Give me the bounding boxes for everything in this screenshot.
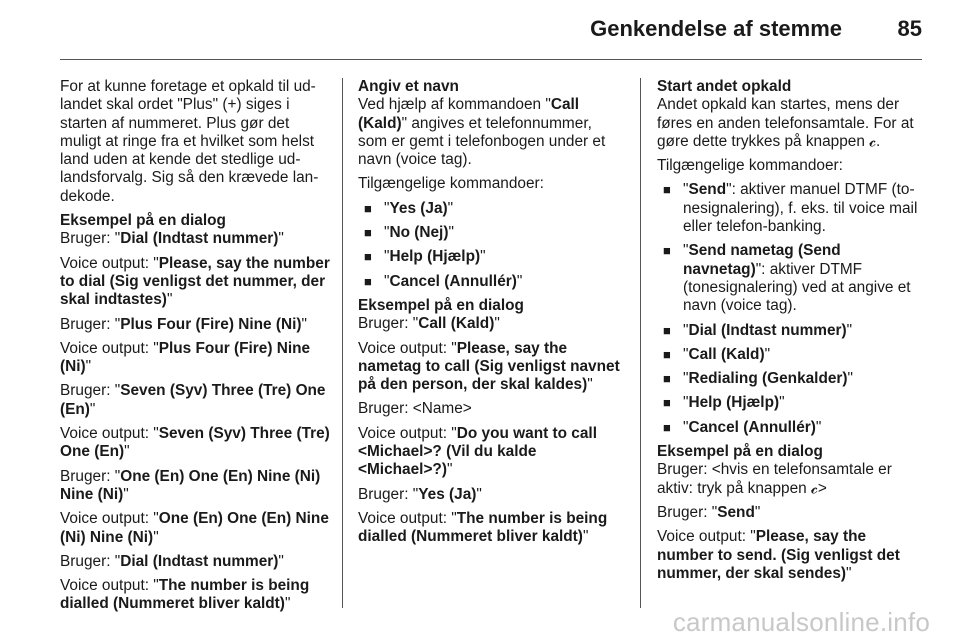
dialog-line: Voice output: "Please, say the number to send. (Sig venligst det nummer, der skal sendes)" — [657, 528, 900, 582]
dialog-heading: Eksempel på en dialog — [60, 212, 226, 230]
dialog-lines — [657, 461, 925, 583]
dialog-line: Voice output: "One (En) One (En) Nine (Ni) Nine (Ni)" — [60, 510, 329, 546]
watermark-footer[interactable]: carmanualsonline.info — [672, 607, 930, 637]
commands-label: Tilgængelige kommandoer: — [657, 157, 843, 175]
phone-button-icon: 𝓬 — [811, 479, 818, 497]
command-item: ■ "No (Nej)" — [358, 224, 624, 242]
dialog-line: Bruger: <hvis en telefonsamtale er aktiv: tryk på knappen 𝓬> — [657, 461, 892, 497]
dialog-line: Bruger: "Send" — [657, 503, 761, 521]
command-item: ■ "Yes (Ja)" — [358, 200, 624, 218]
phone-button-icon: 𝓬 — [869, 132, 876, 150]
dialog-line: Bruger: "Dial (Indtast nummer)" — [60, 230, 284, 248]
dialog-line: Bruger: "Seven (Syv) Three (Tre) One (En)" — [60, 382, 326, 418]
dialog-line: Voice output: "Please, say the nametag to call (Sig venligst navnet på den person, der skal kaldes)" — [358, 339, 620, 394]
page-number: 85 — [897, 16, 922, 41]
command-item: ■ "Help (Hjælp)" — [358, 248, 624, 266]
dialog-lines — [60, 230, 330, 613]
section-description: Ved hjælp af kommandoen "Call (Kald)" angives et telefonnummer, som er gemt i telefonbogen under et navn (voice tag). — [358, 96, 606, 169]
dialog-line: Bruger: "Yes (Ja)" — [358, 485, 482, 503]
command-list — [657, 181, 925, 437]
commands-label: Tilgængelige kommandoer: — [358, 175, 544, 193]
column-2 — [358, 78, 624, 553]
dialog-line: Voice output: "Please, say the number to dial (Sig venligst det nummer, der skal indtastes)" — [60, 254, 330, 309]
section-description: Andet opkald kan startes, mens der føres en anden telefonsamtale. For at gøre dette trykkes på knappen 𝓬. — [657, 96, 914, 150]
dialog-heading: Eksempel på en dialog — [657, 443, 823, 461]
dialog-line: Bruger: "Plus Four (Fire) Nine (Ni)" — [60, 315, 307, 333]
dialog-lines — [358, 315, 624, 546]
dialog-line: Voice output: "Plus Four (Fire) Nine (Ni)" — [60, 339, 311, 376]
dialog-heading: Eksempel på en dialog — [358, 296, 524, 314]
dialog-line: Voice output: "Do you want to call <Michael>? (Vil du kalde <Michael>?)" — [358, 424, 597, 479]
command-item: ■ "Redialing (Genkalder)" — [657, 370, 925, 388]
dialog-line: Voice output: "The number is being dialled (Nummeret bliver kaldt)" — [60, 577, 310, 613]
command-item: ■ "Dial (Indtast nummer)" — [657, 322, 925, 340]
page-header — [0, 0, 960, 62]
command-item: ■ "Cancel (Annullér)" — [657, 419, 925, 437]
section-heading: Angiv et navn — [358, 78, 459, 95]
dialog-line: Bruger: "Dial (Indtast nummer)" — [60, 552, 284, 570]
page-title: Genkendelse af stemme — [590, 16, 842, 41]
command-item: ■ "Send": aktiver manuel DTMF (to-nesignalering), f. eks. til voice mail eller telefon-banking. — [657, 181, 925, 236]
dialog-line: Bruger: "Call (Kald)" — [358, 315, 500, 333]
command-item: ■ "Help (Hjælp)" — [657, 394, 925, 412]
column-1 — [60, 78, 330, 620]
column-divider-2 — [640, 78, 641, 608]
dialog-line: Voice output: "Seven (Syv) Three (Tre) One (En)" — [60, 425, 330, 461]
column-3 — [657, 78, 925, 589]
dialog-line: Bruger: <Name> — [358, 400, 472, 418]
intro-paragraph: For at kunne foretage et opkald til ud-landet skal ordet "Plus" (+) siges i starten af nummeret. Plus gør det muligt at ringe fra et hvilket som helst land uden at kende det stedlige ud-landsforvalg. Sig så den krævede lan-dekode. — [60, 78, 319, 205]
command-item: ■ "Call (Kald)" — [657, 346, 925, 364]
command-item: ■ "Send nametag (Send navnetag)": aktiver DTMF (tonesignalering) ved at angive et navn (voice tag). — [657, 242, 925, 315]
column-divider-1 — [342, 78, 343, 608]
header-divider — [60, 59, 922, 60]
dialog-line: Bruger: "One (En) One (En) Nine (Ni) Nine (Ni)" — [60, 467, 321, 503]
dialog-line: Voice output: "The number is being dialled (Nummeret bliver kaldt)" — [358, 509, 608, 546]
command-item: ■ "Cancel (Annullér)" — [358, 273, 624, 291]
command-list — [358, 200, 624, 291]
section-heading: Start andet opkald — [657, 78, 792, 95]
